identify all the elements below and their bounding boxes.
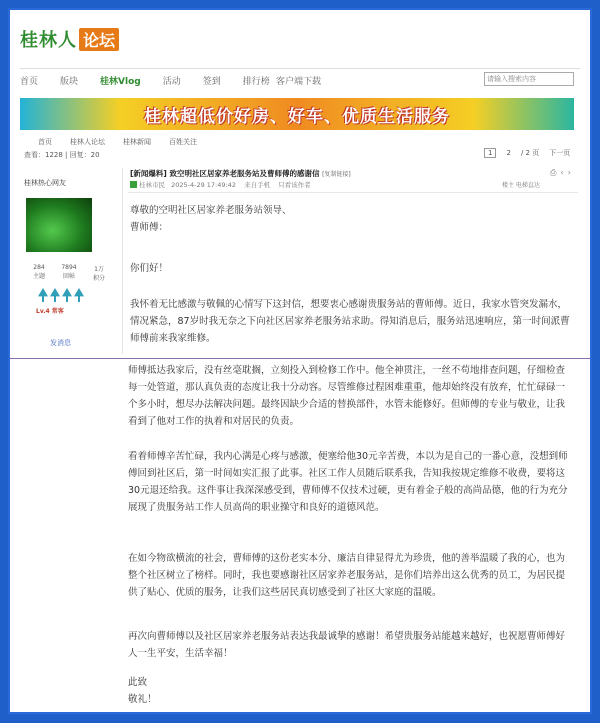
post-device: 来自手机 bbox=[244, 181, 271, 189]
nav-item-ranking[interactable]: 排行榜 bbox=[242, 77, 270, 87]
print-icon[interactable]: ⎙ bbox=[550, 168, 561, 177]
post-body bbox=[128, 628, 574, 662]
user-level-badge: Lv.4 常客 bbox=[36, 308, 64, 315]
user-stat-points: 1万 积分 bbox=[92, 266, 105, 282]
tree-icon bbox=[38, 288, 48, 302]
prev-icon[interactable]: ‹ bbox=[560, 168, 568, 177]
user-sidebar bbox=[24, 178, 114, 188]
column-divider bbox=[122, 168, 123, 354]
post-body bbox=[130, 260, 570, 277]
user-stat-replies: 7894 回帖 bbox=[61, 264, 77, 280]
thread-stats: 查看：1228 | 回复：20 bbox=[24, 151, 100, 159]
post-paragraph: 敬礼！ bbox=[128, 694, 157, 705]
thread-toolbar bbox=[24, 148, 588, 162]
main-nav bbox=[20, 74, 292, 87]
page-2[interactable]: 2 bbox=[506, 149, 511, 157]
floor-tools[interactable]: 楼主 电梯直达 bbox=[502, 182, 540, 189]
meta-divider bbox=[128, 192, 578, 193]
post-paragraph: 师傅抵达我家后，没有丝毫耽搁，立刻投入到检修工作中。他全神贯注，一丝不苟地排查问题，仔细检查每一处管道，那认真负责的态度让我十分动容。尽管维修过程困难重重，他却始终没有放弃，忙忙碌碌一个多小时，想尽办法解决问题。最终因缺少合适的替换部件，水管未能修好。但师傅的专业与敬业，让我看到了他对工作的执着和对居民的负责。 bbox=[128, 365, 566, 427]
nav-item-checkin[interactable]: 签到 bbox=[202, 77, 221, 87]
nav-item-download[interactable]: 客户端下载 bbox=[276, 77, 322, 87]
post-paragraph: 曹师傅： bbox=[130, 222, 169, 233]
post-paragraph: 我怀着无比感激与敬佩的心情写下这封信，想要衷心感谢贵服务站的曹师傅。近日，我家水管突发漏水，情况紧急，87岁时我无奈之下向社区居家养老服务站求助。得知消息后，服务站迅速响应，第一时间派曹师傅前来我家维修。 bbox=[130, 299, 570, 344]
search-input[interactable]: 请输入搜索内容 bbox=[484, 72, 574, 86]
post-tools bbox=[550, 168, 575, 178]
breadcrumb-board[interactable]: 百姓关注 bbox=[169, 138, 197, 146]
post-paragraph: 在如今物欲横流的社会，曹师傅的这份老实本分、廉洁自律显得尤为珍贵，他的善举温暖了我的心，也为整个社区树立了榜样。同时，我也要感谢社区居家养老服务站，是你们培养出这么优秀的员工，为居民提供了贴心、优质的服务，让我们这些居民真切感受到了社区大家庭的温暖。 bbox=[128, 553, 566, 598]
tree-icon bbox=[62, 288, 72, 302]
logo-tag: 论坛 bbox=[79, 28, 119, 51]
pagination bbox=[484, 148, 580, 158]
user-medals bbox=[38, 288, 86, 302]
screenshot-seam bbox=[10, 358, 590, 359]
post-paragraph: 尊敬的空明社区居家养老服务站领导、 bbox=[130, 205, 292, 216]
post-author[interactable]: 桂林市民 bbox=[139, 181, 165, 189]
post-body bbox=[128, 362, 574, 430]
user-stat-topics: 284 主题 bbox=[32, 264, 45, 280]
nav-item-vlog[interactable]: 桂林Vlog bbox=[100, 77, 141, 87]
post-body bbox=[128, 448, 574, 516]
post-paragraph: 此致 bbox=[128, 677, 148, 688]
post-paragraph: 再次向曹师傅以及社区居家养老服务站表达我最诚挚的感谢！希望贵服务站能越来越好，也祝愿曹师傅好人一生平安，生活幸福！ bbox=[128, 631, 566, 659]
page-current[interactable]: 1 bbox=[484, 148, 496, 158]
post-body bbox=[128, 550, 574, 601]
site-logo[interactable] bbox=[20, 26, 119, 52]
tree-icon bbox=[74, 288, 84, 302]
breadcrumb bbox=[38, 137, 215, 147]
post-body bbox=[130, 296, 570, 347]
page-total: / 2 页 bbox=[520, 149, 540, 157]
only-author-link[interactable]: 只看该作者 bbox=[278, 181, 311, 189]
user-name[interactable]: 桂林热心网友 bbox=[24, 179, 66, 187]
post-paragraph: 你们好！ bbox=[130, 263, 169, 274]
header-divider bbox=[20, 68, 580, 69]
author-icon bbox=[130, 181, 137, 188]
nav-item-home[interactable]: 首页 bbox=[20, 77, 39, 87]
logo-text: 桂林人 bbox=[20, 30, 77, 51]
copy-link-button[interactable]: [复制链接] bbox=[322, 171, 351, 178]
breadcrumb-forum[interactable]: 桂林人论坛 bbox=[70, 138, 105, 146]
post-meta bbox=[130, 180, 311, 189]
tree-icon bbox=[50, 288, 60, 302]
post-body bbox=[128, 674, 574, 708]
user-stats bbox=[24, 264, 120, 282]
avatar[interactable] bbox=[26, 198, 92, 252]
breadcrumb-news[interactable]: 桂林新闻 bbox=[123, 138, 151, 146]
post-body bbox=[130, 202, 570, 236]
banner-text: 桂林超低价好房、好车、优质生活服务 bbox=[144, 106, 450, 127]
post-paragraph: 看着师傅辛苦忙碌，我内心满是心疼与感激，便塞给他30元辛苦费，本以为是自己的一番心意，没想到师傅回到社区后，第一时间如实汇报了此事。社区工作人员随后联系我，告知我按规定维修不收费，要将这30元退还给我。这件事让我深深感受到，曹师傅不仅技术过硬，更有着金子般的高尚品德，他的行为充分展现了贵服务站工作人员高尚的职业操守和良好的道德风范。 bbox=[128, 451, 568, 513]
next-page-button[interactable]: 下一页 bbox=[549, 149, 571, 157]
breadcrumb-home[interactable]: 首页 bbox=[38, 138, 52, 146]
nav-item-forums[interactable]: 版块 bbox=[60, 77, 79, 87]
next-icon[interactable]: › bbox=[567, 168, 575, 177]
screenshot-frame bbox=[8, 8, 592, 714]
nav-item-events[interactable]: 活动 bbox=[162, 77, 181, 87]
post-time: 2025-4-29 17:49:42 bbox=[171, 181, 236, 189]
send-message-link[interactable]: 发消息 bbox=[50, 339, 71, 347]
ad-banner[interactable] bbox=[20, 98, 574, 130]
post-title: [新闻爆料] 致空明社区居家养老服务站及曹师傅的感谢信 [复制链接] bbox=[130, 169, 351, 178]
